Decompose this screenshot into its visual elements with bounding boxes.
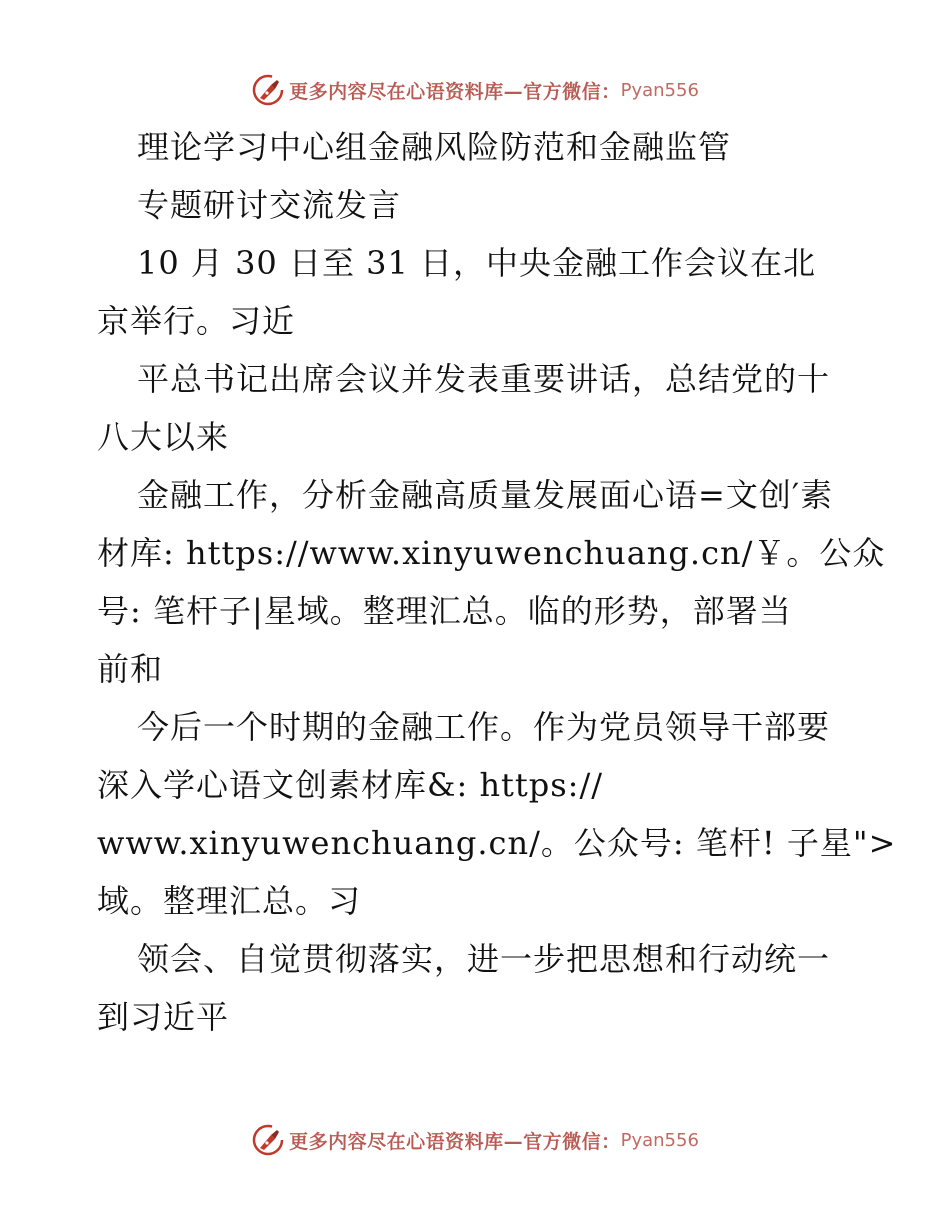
footer-banner — [0, 1120, 950, 1160]
document-body — [97, 118, 897, 1046]
header-banner — [0, 70, 950, 110]
paragraph-line: 到习近平 — [97, 998, 230, 1036]
paragraph-line: www.xinyuwenchuang.cn/。公众号: 笔杆! 子星"> — [97, 824, 897, 862]
paragraph-line: 号: 笔杆子|星域。整理汇总。临的形势，部署当 — [97, 592, 792, 630]
paragraph-line: 京举行。习近 — [97, 302, 296, 340]
paragraph-line: 今后一个时期的金融工作。作为党员领导干部要 — [137, 708, 831, 746]
document-title-line-2: 专题研讨交流发言 — [137, 186, 402, 224]
pen-nib-logo-icon — [251, 1123, 285, 1157]
paragraph-line: 金融工作，分析金融高质量发展面心语=文创′素 — [137, 476, 834, 514]
paragraph-line: 平总书记出席会议并发表重要讲话，总结党的十 — [137, 360, 831, 398]
paragraph-line: 领会、自觉贯彻落实，进一步把思想和行动统一 — [137, 940, 831, 978]
document-title-line-1: 理论学习中心组金融风险防范和金融监管 — [137, 128, 732, 166]
pen-nib-logo-icon — [251, 73, 285, 107]
header-wechat-id: Pyan556 — [620, 79, 699, 101]
paragraph-line: 深入学心语文创素材库&: https:// — [97, 766, 604, 804]
paragraph-line: 八大以来 — [97, 418, 230, 456]
paragraph-line: 材库: https://www.xinyuwenchuang.cn/￥。公众 — [97, 534, 886, 572]
header-banner-text: 更多内容尽在心语资料库—官方微信： — [289, 80, 621, 103]
footer-banner-text: 更多内容尽在心语资料库—官方微信： — [289, 1130, 621, 1153]
paragraph-line: 域。整理汇总。习 — [97, 882, 362, 920]
paragraph-line: 前和 — [97, 650, 164, 688]
footer-wechat-id: Pyan556 — [620, 1129, 699, 1151]
paragraph-line: 10 月 30 日至 31 日，中央金融工作会议在北 — [137, 244, 817, 282]
